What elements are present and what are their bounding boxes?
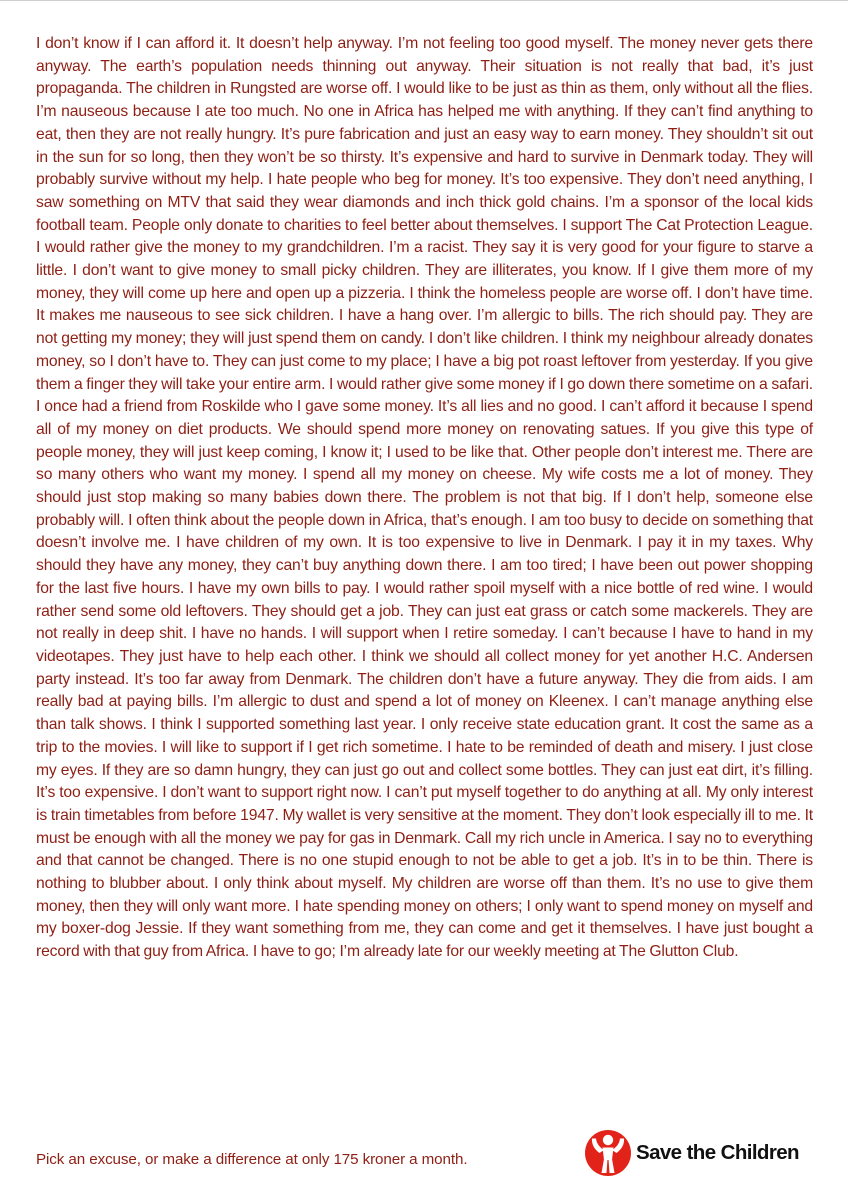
- child-figure-icon: [584, 1129, 632, 1177]
- logo-text: Save the Children: [636, 1141, 799, 1164]
- save-the-children-logo: [584, 1127, 799, 1179]
- tagline: Pick an excuse, or make a difference at only 175 kroner a month.: [36, 1151, 468, 1168]
- excuses-paragraph: I don’t know if I can afford it. It doesn’t help anyway. I’m not feeling too good myself. The money never gets there anyway. The earth’s population needs thinning out anyway. Their situation is not really that bad, it’s just propaganda. The children in Rungsted are worse off. I would like to be just as thin as them, only without all the flies. I’m nauseous because I ate too much. No one in Africa has helped me with anything. If they can’t find anything to eat, then they are not really hungry. It’s pure fabrication and just an easy way to earn money. They shouldn’t sit out in the sun for so long, then they won’t be so thirsty. It’s expensive and hard to survive in Denmark today. They will probably survive without my help. I hate people who beg for money. It’s too expensive. They don’t need anything, I saw something on MTV that said they wear diamonds and inch thick gold chains. I’m a sponsor of the local kids football team. People only donate to charities to feel better about themselves. I support The Cat Protection League. I would rather give the money to my grandchildren. I’m a racist. They say it is very good for your figure to starve a little. I don’t want to give money to small picky children. They are illiterates, you know. If I give them more of my money, they will come up here and open up a pizzeria. I think the homeless people are worse off. I don’t have time. It makes me nauseous to see sick children. I have a hang over. I’m allergic to bills. The rich should pay. They are not getting my money; they will just spend them on candy. I don’t like children. I think my neighbour already donates money, so I don’t have to. They can just come to my place; I have a big pot roast leftover from yesterday. If you give them a finger they will take your entire arm. I would rather give some money if I go down there sometime on a safari. I once had a friend from Roskilde who I gave some money. It’s all lies and no good. I can’t afford it because I spend all of my money on diet products. We should spend more money on renovating satues. If you give this type of people money, they will just keep coming, I know it; I used to be like that. Other people don’t interest me. There are so many others who want my money. I spend all my money on cheese. My wife costs me a lot of money. They should just stop making so many babies down there. The problem is not that big. If I don’t help, someone else probably will. I often think about the people down in Africa, that’s enough. I am too busy to decide on something that doesn’t involve me. I have children of my own. It is too expensive to live in Denmark. I pay it in my taxes. Why should they have any money, they can’t buy anything down there. I am too tired; I have been out power shopping for the last five hours. I have my own bills to pay. I would rather spoil myself with a nice bottle of red wine. I would rather send some old leftovers. They should get a job. They can just eat grass or catch some mackerels. They are not really in deep shit. I have no hands. I will support when I retire someday. I can’t because I have to hand in my videotapes. They just have to help each other. I think we should all collect money for yet another H.C. Andersen party instead. It’s too far away from Denmark. The children don’t have a future anyway. They die from aids. I am really bad at paying bills. I’m allergic to dust and spend a lot of money on Kleenex. I can’t manage anything else than talk shows. I think I supported something last year. I only receive state education grant. It cost the same as a trip to the movies. I will like to support if I get rich sometime. I hate to be reminded of death and misery. I just close my eyes. If they are so damn hungry, they can just go out and collect some bottles. They can just eat dirt, it’s filling. It’s too expensive. I don’t want to support right now. I can’t put myself together to do anything at all. My only interest is train timetables from before 1947. My wallet is very sensitive at the moment. They don’t look especially ill to me. It must be enough with all the money we pay for gas in Denmark. Call my rich uncle in America. I say no to everything and that cannot be changed. There is no one stupid enough to not be able to get a job. It’s in to be thin. There is nothing to blubber about. I only think about myself. My children are worse off than them. It’s no use to give them money, then they will only want more. I hate spending money on others; I only want to spend money on myself and my boxer-dog Jessie. If they want something from me, they can come and get it themselves. I have just bought a record with that guy from Africa. I have to go; I’m already late for our weekly meeting at The Glutton Club.: [36, 35, 813, 961]
- top-border: [0, 0, 848, 1]
